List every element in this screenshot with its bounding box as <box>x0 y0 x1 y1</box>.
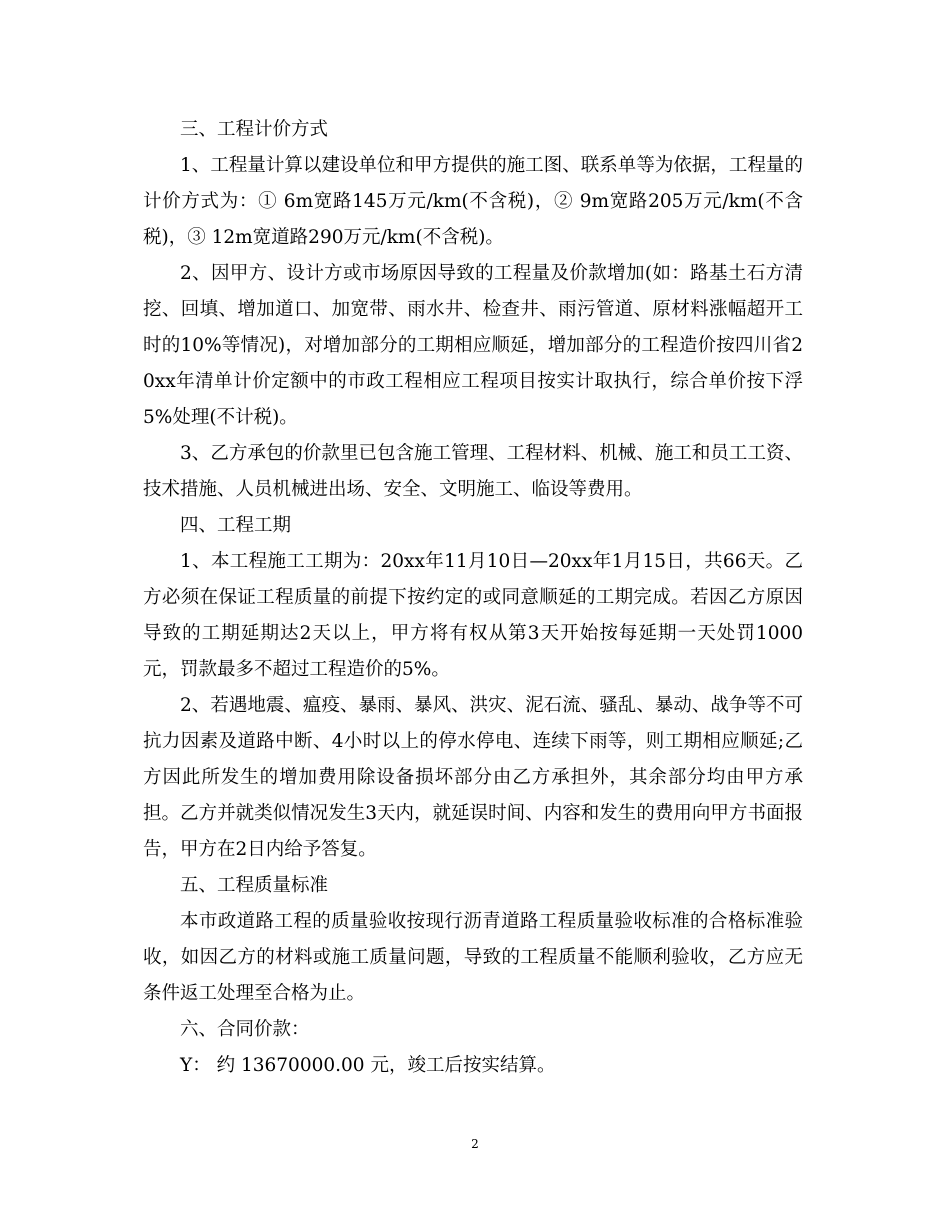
paragraph-pricing-2: 2、因甲方、设计方或市场原因导致的工程量及价款增加(如：路基土石方清挖、回填、增加道口、加宽带、雨水井、检查井、雨污管道、原材料涨幅超开工时的10%等情况)，对增加部分的工期相应顺延，增加部分的工程造价按四川省20xx年清单计价定额中的市政工程相应工程项目按实计取执行，综合单价按下浮5%处理(不计税)。 <box>143 263 803 428</box>
paragraph-pricing-1: 1、工程量计算以建设单位和甲方提供的施工图、联系单等为依据，工程量的计价方式为：① 6m宽路145万元/km(不含税)，② 9m宽路205万元/km(不含税)，③ 12m宽道路290万元/km(不含税)。 <box>143 155 803 248</box>
section-heading-schedule: 四、工程工期 <box>180 515 292 536</box>
section-heading-quality: 五、工程质量标准 <box>180 875 329 896</box>
document-body <box>143 112 803 1084</box>
section-heading-pricing: 三、工程计价方式 <box>180 119 329 140</box>
paragraph-schedule-2: 2、若遇地震、瘟疫、暴雨、暴风、洪灾、泥石流、骚乱、暴动、战争等不可抗力因素及道路中断、4小时以上的停水停电、连续下雨等，则工期相应顺延;乙方因此所发生的增加费用除设备损坏部分由乙方承担外，其余部分均由甲方承担。乙方并就类似情况发生3天内，就延误时间、内容和发生的费用向甲方书面报告，甲方在2日内给予答复。 <box>143 695 803 860</box>
paragraph-schedule-1: 1、本工程施工工期为：20xx年11月10日—20xx年1月15日，共66天。乙方必须在保证工程质量的前提下按约定的或同意顺延的工期完成。若因乙方原因导致的工期延期达2天以上，甲方将有权从第3天开始按每延期一天处罚1000元，罚款最多不超过工程造价的5%。 <box>143 551 803 680</box>
paragraph-quality: 本市政道路工程的质量验收按现行沥青道路工程质量验收标准的合格标准验收，如因乙方的材料或施工质量问题，导致的工程质量不能顺利验收，乙方应无条件返工处理至合格为止。 <box>143 911 803 1004</box>
paragraph-pricing-3: 3、乙方承包的价款里已包含施工管理、工程材料、机械、施工和员工工资、技术措施、人员机械进出场、安全、文明施工、临设等费用。 <box>143 443 803 500</box>
paragraph-contract-price: Y： 约 13670000.00 元，竣工后按实结算。 <box>180 1055 556 1076</box>
page-number: 2 <box>471 1137 479 1151</box>
section-heading-contract-price: 六、合同价款： <box>180 1019 310 1040</box>
